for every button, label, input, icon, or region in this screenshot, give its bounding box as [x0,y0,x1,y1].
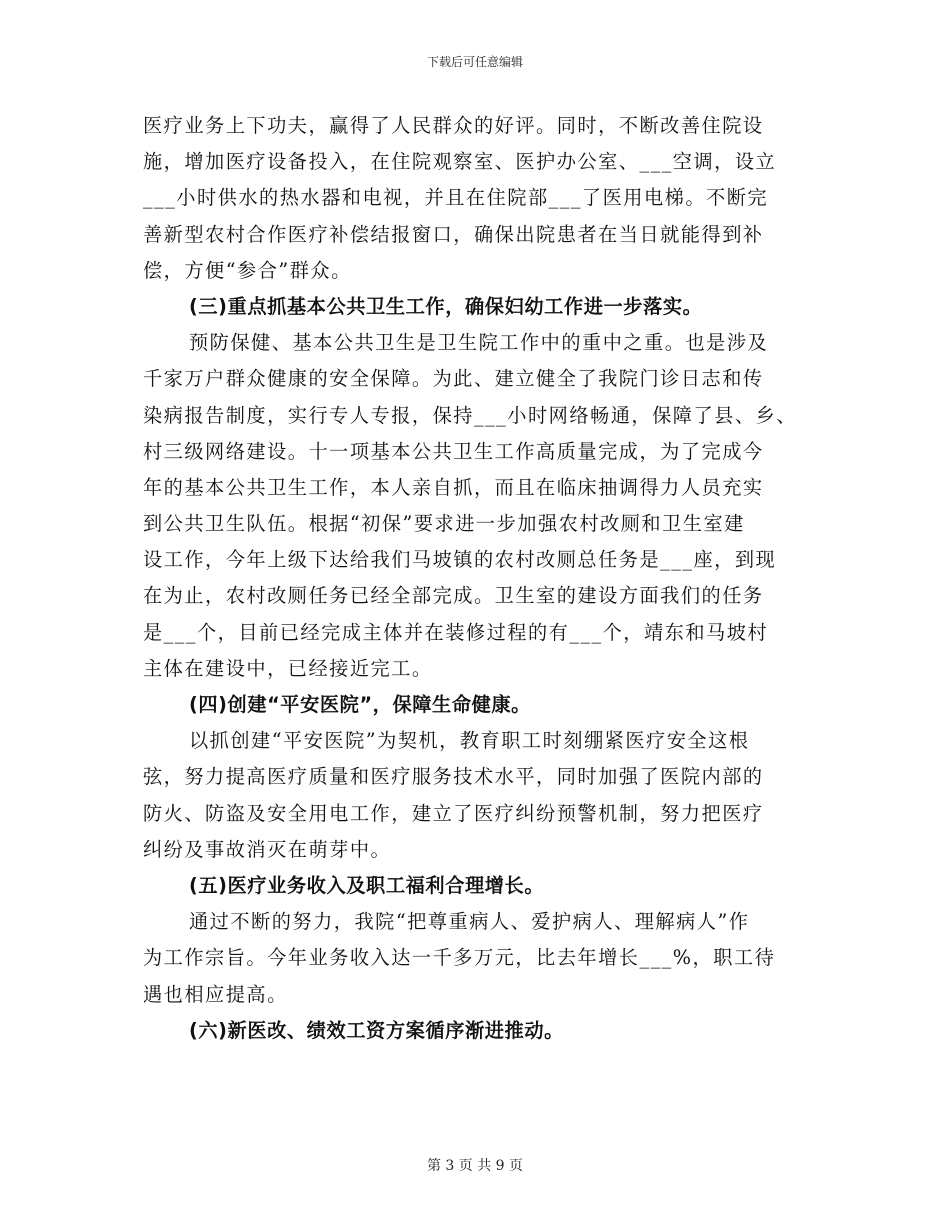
paragraph-line: 施，增加医疗设备投入，在住院观察室、医护办公室、___空调，设立 [143,150,777,174]
paragraph-line: 为工作宗旨。今年业务收入达一千多万元，比去年增长___%，职工待 [143,946,776,970]
paragraph-line: 是___个，目前已经完成主体并在装修过程的有___个，靖东和马坡村 [143,620,769,644]
page-number: 第 3 页 共 9 页 [426,1158,524,1174]
paragraph-line: 年的基本公共卫生工作，本人亲自抓，而且在临床抽调得力人员充实 [143,475,764,499]
paragraph-line: 预防保健、基本公共卫生是卫生院工作中的重中之重。也是涉及 [189,331,769,355]
document-body [143,108,813,1049]
section-heading: (四)创建“平安医院”，保障生命健康。 [189,693,531,716]
paragraph-line: 主体在建设中，已经接近完工。 [143,656,433,680]
paragraph-line: 偿，方便“参合”群众。 [143,258,352,282]
paragraph-line: 医疗业务上下功夫，赢得了人民群众的好评。同时，不断改善住院设 [143,114,764,137]
paragraph-line: 设工作，今年上级下达给我们马坡镇的农村改厕总任务是___座，到现 [143,548,777,572]
paragraph-line: 遇也相应提高。 [143,982,288,1006]
paragraph-line: 弦，努力提高医疗质量和医疗服务技术水平，同时加强了医院内部的 [143,765,764,789]
section-heading: (六)新医改、绩效工资方案循序渐进推动。 [189,1018,564,1042]
paragraph-line: 到公共卫生队伍。根据“初保”要求进一步加强农村改厕和卫生室建 [143,512,745,536]
paragraph-line: 善新型农村合作医疗补偿结报窗口，确保出院患者在当日就能得到补 [143,222,764,246]
paragraph-line: ___小时供水的热水器和电视，并且在住院部___了医用电梯。不断完 [143,186,769,210]
page-header: 下载后可任意编辑 [426,55,523,69]
paragraph-line: 村三级网络建设。十一项基本公共卫生工作高质量完成，为了完成今 [143,439,764,463]
paragraph-line: 通过不断的努力，我院“把尊重病人、爱护病人、理解病人”作 [189,910,750,934]
paragraph-line: 防火、防盗及安全用电工作，建立了医疗纠纷预警机制，努力把医疗 [143,801,764,825]
paragraph-line: 以抓创建“平安医院”为契机，教育职工时刻绷紧医疗安全这根 [189,729,750,753]
section-heading: (五)医疗业务收入及职工福利合理增长。 [189,873,545,897]
paragraph-line: 在为止，农村改厕任务已经全部完成。卫生室的建设方面我们的任务 [143,584,764,608]
paragraph-line: 千家万户群众健康的安全保障。为此、建立健全了我院门诊日志和传 [143,367,764,391]
section-heading: (三)重点抓基本公共卫生工作，确保妇幼工作进一步落实。 [189,294,703,318]
paragraph-line: 纠纷及事故消灭在萌芽中。 [143,837,392,861]
paragraph-line: 染病报告制度，实行专人专报，保持___小时网络畅通，保障了县、乡、 [143,403,797,427]
